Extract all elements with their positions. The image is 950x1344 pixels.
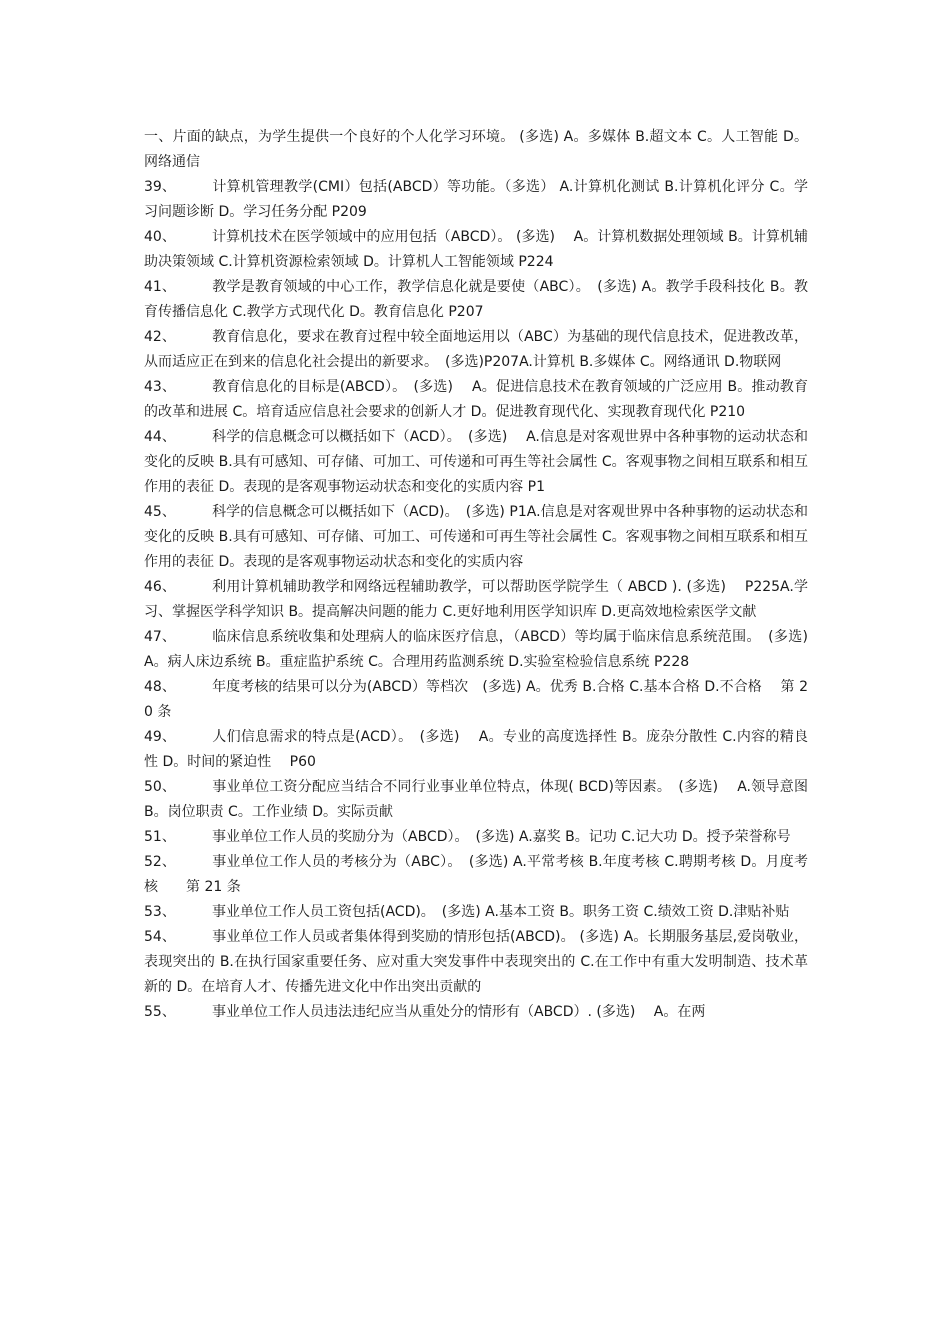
item-text: 事业单位工资分配应当结合不同行业事业单位特点，体现( BCD)等因素。 (多选) A.领导意图 B。岗位职责 C。工作业绩 D。实际贡献	[144, 779, 808, 820]
item-number: 48、	[144, 679, 176, 695]
item-number: 55、	[144, 1004, 176, 1020]
item-number: 52、	[144, 854, 176, 870]
item-number: 39、	[144, 179, 176, 195]
item-number: 42、	[144, 329, 176, 345]
item-text: 教育信息化，要求在教育过程中较全面地运用以（ABC）为基础的现代信息技术，促进教改革，从而适应正在到来的信息化社会提出的新要求。 (多选)P207A.计算机 B.多媒体 C。网络通讯 D.物联网	[144, 329, 808, 370]
list-item	[144, 675, 808, 725]
list-item	[144, 1000, 808, 1025]
item-text: 人们信息需求的特点是(ACD）。 (多选) A。专业的高度选择性 B。庞杂分散性 C.内容的精良性 D。时间的紧迫性 P60	[144, 729, 808, 770]
item-text: 一、片面的缺点，为学生提供一个良好的个人化学习环境。 (多选) A。多媒体 B.超文本 C。人工智能 D。网络通信	[144, 129, 808, 170]
item-text: 事业单位工作人员或者集体得到奖励的情形包括(ABCD)。 (多选) A。长期服务基层,爱岗敬业，表现突出的 B.在执行国家重要任务、应对重大突发事件中表现突出的 C.在工作中有重大发明制造、技术革新的 D。在培育人才、传播先进文化中作出突出贡献的	[144, 929, 808, 995]
list-item	[144, 425, 808, 500]
item-number: 50、	[144, 779, 176, 795]
item-number: 54、	[144, 929, 176, 945]
list-item	[144, 125, 808, 175]
item-text: 科学的信息概念可以概括如下（ACD）。 (多选) A.信息是对客观世界中各种事物的运动状态和变化的反映 B.具有可感知、可存储、可加工、可传递和可再生等社会属性 C。客观事物之间相互联系和相互作用的表征 D。表现的是客观事物运动状态和变化的实质内容 P1	[144, 429, 808, 495]
list-item	[144, 825, 808, 850]
list-item	[144, 925, 808, 1000]
item-number: 44、	[144, 429, 176, 445]
list-item	[144, 775, 808, 825]
list-item	[144, 500, 808, 575]
list-item	[144, 725, 808, 775]
list-item	[144, 275, 808, 325]
item-number: 43、	[144, 379, 176, 395]
item-text: 教学是教育领域的中心工作，教学信息化就是要使（ABC）。 (多选) A。教学手段科技化 B。教育传播信息化 C.教学方式现代化 D。教育信息化 P207	[144, 279, 808, 320]
item-text: 利用计算机辅助教学和网络远程辅助教学，可以帮助医学院学生（ ABCD ). (多选) P225A.学习、掌握医学科学知识 B。提高解决问题的能力 C.更好地利用医学知识库 D.更高效地检索医学文献	[144, 579, 808, 620]
list-item	[144, 575, 808, 625]
item-number: 46、	[144, 579, 176, 595]
item-text: 事业单位工作人员工资包括(ACD)。 (多选) A.基本工资 B。职务工资 C.绩效工资 D.津贴补贴	[212, 904, 790, 920]
item-number: 41、	[144, 279, 176, 295]
item-number: 49、	[144, 729, 176, 745]
item-number: 51、	[144, 829, 176, 845]
list-item	[144, 175, 808, 225]
item-number: 53、	[144, 904, 176, 920]
item-text: 科学的信息概念可以概括如下（ACD)。 (多选) P1A.信息是对客观世界中各种事物的运动状态和变化的反映 B.具有可感知、可存储、可加工、可传递和可再生等社会属性 C。客观事物之间相互联系和相互作用的表征 D。表现的是客观事物运动状态和变化的实质内容	[144, 504, 808, 570]
item-text: 年度考核的结果可以分为(ABCD）等档次 (多选) A。优秀 B.合格 C.基本合格 D.不合格 第 20 条	[144, 679, 808, 720]
item-text: 计算机管理教学(CMI）包括(ABCD）等功能。（多选） A.计算机化测试 B.计算机化评分 C。学习问题诊断 D。学习任务分配 P209	[144, 179, 808, 220]
item-number: 45、	[144, 504, 176, 520]
item-number: 40、	[144, 229, 176, 245]
item-number: 47、	[144, 629, 176, 645]
item-text: 事业单位工作人员违法违纪应当从重处分的情形有（ABCD）. (多选) A。在两	[212, 1004, 706, 1020]
item-text: 事业单位工作人员的考核分为（ABC）。 (多选) A.平常考核 B.年度考核 C.聘期考核 D。月度考核 第 21 条	[144, 854, 808, 895]
list-item	[144, 225, 808, 275]
list-item	[144, 625, 827, 675]
item-text: 计算机技术在医学领域中的应用包括（ABCD）。 (多选) A。计算机数据处理领域 B。计算机辅助决策领域 C.计算机资源检索领域 D。计算机人工智能领域 P224	[144, 229, 808, 270]
list-item	[144, 900, 808, 925]
item-text: 事业单位工作人员的奖励分为（ABCD）。 (多选) A.嘉奖 B。记功 C.记大功 D。授予荣誉称号	[212, 829, 791, 845]
list-item	[144, 325, 808, 375]
list-item	[144, 375, 808, 425]
item-text: 教育信息化的目标是(ABCD）。 (多选) A。促进信息技术在教育领域的广泛应用 B。推动教育的改革和进展 C。培育适应信息社会要求的创新人才 D。促进教育现代化、实现教育现代化 P210	[144, 379, 808, 420]
document-body	[144, 125, 827, 1025]
item-text: 临床信息系统收集和处理病人的临床医疗信息，（ABCD）等均属于临床信息系统范围。 (多选) A。病人床边系统 B。重症监护系统 C。合理用药监测系统 D.实验室检验信息系统 P228	[144, 629, 827, 670]
list-item	[144, 850, 808, 900]
